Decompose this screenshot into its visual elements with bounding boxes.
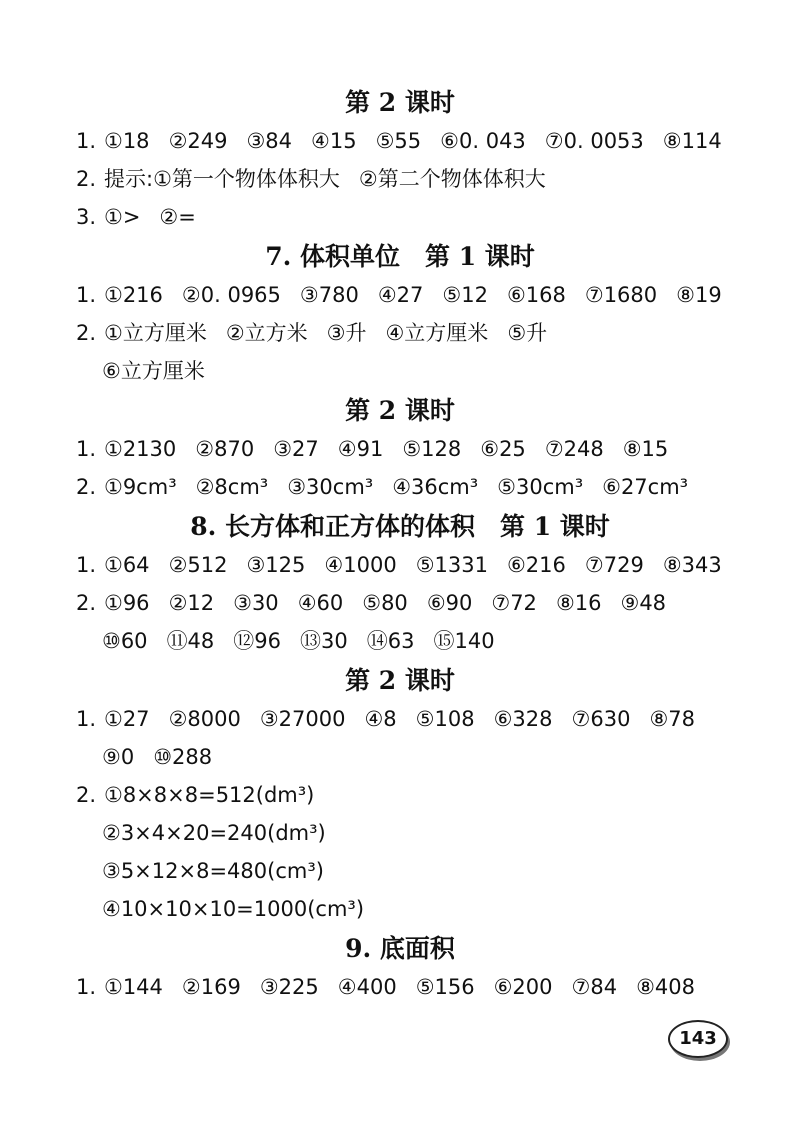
answer-item: ⑭63: [366, 629, 415, 653]
answer-item: ①>: [104, 205, 141, 229]
answer-item: ⑤80: [362, 591, 408, 615]
answer-item: ①216: [104, 283, 163, 307]
answer-line: [102, 894, 383, 924]
answer-item: ①2130: [104, 437, 177, 461]
answer-item: ⑦248: [544, 437, 604, 461]
answer-item: ⑩288: [153, 745, 213, 769]
answer-item: ③225: [259, 975, 319, 999]
answer-line: [102, 818, 345, 848]
answer-item: ⑦72: [491, 591, 537, 615]
answer-item: ⑧15: [622, 437, 669, 461]
section-heading: 第 2 课时: [345, 88, 455, 117]
answer-item: ①96: [104, 591, 150, 615]
answer-item: ⑤55: [375, 129, 422, 153]
answer-item: ⑤156: [415, 975, 475, 999]
answer-item: ②169: [181, 975, 241, 999]
answer-item: ④27: [377, 283, 424, 307]
answer-item: ③5×12×8=480(cm³): [102, 859, 324, 883]
answer-line: [76, 704, 714, 734]
answer-item: ④400: [337, 975, 397, 999]
question-number: 2.: [76, 475, 97, 499]
question-number: 1.: [76, 553, 97, 577]
answer-item: ③升: [326, 321, 367, 345]
answer-item: ③27000: [259, 707, 346, 731]
answer-item: 提示:①第一个物体体积大: [104, 167, 340, 191]
answer-item: ⑧16: [555, 591, 602, 615]
answer-line: [102, 742, 231, 772]
answer-line: [76, 550, 741, 580]
answer-item: ⑫96: [233, 629, 282, 653]
answer-line: [102, 356, 224, 386]
question-number: 2.: [76, 321, 97, 345]
answer-item: ⑥27cm³: [602, 475, 689, 499]
answer-item: ⑤升: [507, 321, 548, 345]
answer-item: ①27: [104, 707, 150, 731]
answer-item: ①18: [104, 129, 150, 153]
question-number: 2.: [76, 591, 97, 615]
answer-item: ④91: [337, 437, 384, 461]
question-number: 3.: [76, 205, 97, 229]
answer-item: ③27: [273, 437, 319, 461]
answer-item: ⑨48: [620, 591, 667, 615]
question-number: 2.: [76, 167, 97, 191]
answer-item: ⑧343: [662, 553, 722, 577]
answer-item: ②0. 0965: [181, 283, 281, 307]
answer-item: ⑦630: [571, 707, 631, 731]
answer-item: ⑤108: [415, 707, 475, 731]
section-heading: 7. 体积单位 第 1 课时: [265, 242, 535, 271]
question-number: 1.: [76, 707, 97, 731]
answer-item: ③125: [246, 553, 306, 577]
section-heading: 9. 底面积: [345, 934, 455, 963]
question-number: 1.: [76, 975, 97, 999]
answer-line: [102, 626, 514, 656]
answer-item: ②12: [168, 591, 215, 615]
answer-line: [76, 972, 714, 1002]
answer-item: ④36cm³: [392, 475, 479, 499]
answer-item: ⑨0: [102, 745, 135, 769]
answer-item: ②=: [159, 205, 196, 229]
answer-item: ④60: [297, 591, 344, 615]
answer-item: ④8: [364, 707, 397, 731]
answer-item: ①8×8×8=512(dm³): [104, 783, 315, 807]
answer-item: ②249: [168, 129, 228, 153]
answer-item: ②512: [168, 553, 228, 577]
question-number: 1.: [76, 283, 97, 307]
section-heading: 8. 长方体和正方体的体积 第 1 课时: [190, 512, 610, 541]
answer-item: ⑤128: [402, 437, 462, 461]
section-heading: 第 2 课时: [345, 396, 455, 425]
answer-line: [76, 164, 565, 194]
answer-item: ⑪48: [166, 629, 215, 653]
answer-line: [76, 202, 215, 232]
section-heading: 第 2 课时: [345, 666, 455, 695]
answer-line: [76, 434, 687, 464]
answer-item: ②3×4×20=240(dm³): [102, 821, 326, 845]
answer-line: [76, 318, 566, 348]
answer-item: ③780: [299, 283, 359, 307]
answer-item: ⑦1680: [584, 283, 658, 307]
answer-item: ⑥216: [506, 553, 566, 577]
question-number: 1.: [76, 129, 97, 153]
answer-line: [76, 126, 741, 156]
answer-item: ③84: [246, 129, 293, 153]
answer-line: [76, 780, 333, 810]
answer-item: ⑥立方厘米: [102, 359, 205, 383]
answer-item: ④立方厘米: [385, 321, 489, 345]
answer-item: ⑥328: [493, 707, 553, 731]
answer-item: ⑥0. 043: [440, 129, 526, 153]
answer-item: ⑮140: [433, 629, 495, 653]
answer-item: ⑦84: [571, 975, 618, 999]
answer-item: ④1000: [324, 553, 397, 577]
answer-item: ⑩60: [102, 629, 148, 653]
answer-line: [76, 280, 741, 310]
answer-item: ①64: [104, 553, 150, 577]
answer-item: ⑧78: [649, 707, 695, 731]
answer-item: ④15: [311, 129, 357, 153]
answer-item: ⑦0. 0053: [544, 129, 644, 153]
answer-item: ⑥90: [426, 591, 473, 615]
answer-item: ⑧114: [662, 129, 722, 153]
answer-item: ⑧408: [636, 975, 696, 999]
question-number: 2.: [76, 783, 97, 807]
answer-item: ③30cm³: [287, 475, 374, 499]
answer-item: ⑤30cm³: [497, 475, 584, 499]
page-number-badge: 143: [668, 1020, 728, 1058]
answer-item: ①144: [104, 975, 163, 999]
answer-item: ⑥200: [493, 975, 553, 999]
question-number: 1.: [76, 437, 97, 461]
answer-item: ⑥168: [506, 283, 566, 307]
answer-item: ⑧19: [676, 283, 722, 307]
answer-item: ⑦729: [584, 553, 644, 577]
answer-item: ②870: [195, 437, 255, 461]
answer-item: ②8000: [168, 707, 241, 731]
answer-item: ⑥25: [480, 437, 526, 461]
answer-line: [76, 472, 707, 502]
answer-line: [76, 588, 685, 618]
answer-item: ③30: [233, 591, 279, 615]
answer-item: ②8cm³: [195, 475, 269, 499]
answer-item: ④10×10×10=1000(cm³): [102, 897, 365, 921]
answer-item: ⑤1331: [415, 553, 488, 577]
answer-item: ⑤12: [442, 283, 488, 307]
answer-item: ②第二个物体体积大: [358, 167, 546, 191]
answer-item: ①立方厘米: [104, 321, 207, 345]
answer-item: ①9cm³: [104, 475, 177, 499]
answer-item: ⑬30: [300, 629, 348, 653]
answer-item: ②立方米: [225, 321, 308, 345]
answer-line: [102, 856, 343, 886]
